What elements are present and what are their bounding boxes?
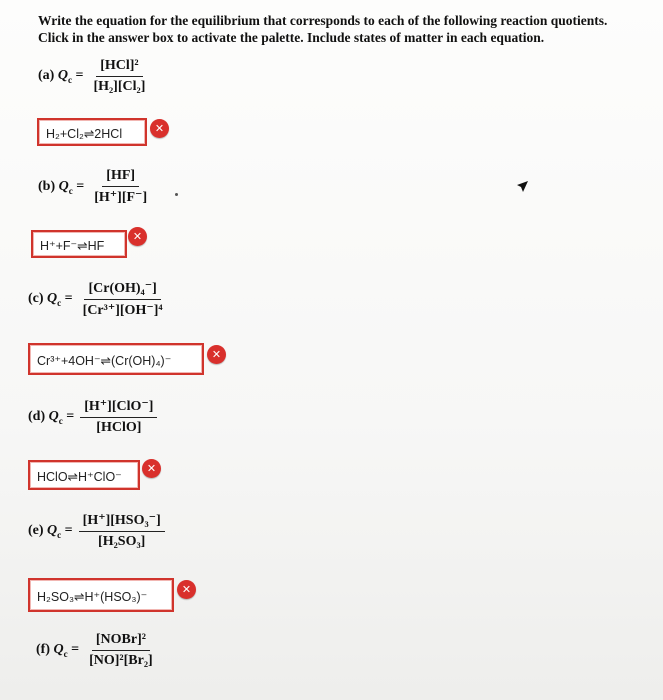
answer-d-text: HClO⇌H⁺ClO⁻ [37, 469, 122, 484]
x-circle-icon: ✕ [128, 227, 147, 246]
answer-c-text: Cr³⁺+4OH⁻⇌(Cr(OH)₄)⁻ [37, 353, 172, 368]
quotient-e-numerator: [H⁺][HSO₃⁻] [79, 512, 165, 532]
quotient-e [79, 512, 165, 550]
instructions [38, 12, 648, 46]
question-c [28, 280, 167, 319]
answer-b-text: H⁺+F⁻⇌HF [40, 238, 105, 253]
quotient-b [90, 168, 151, 206]
answer-e-text: H₂SO₃⇌H⁺(HSO₃)⁻ [37, 589, 148, 604]
quotient-f-denominator: [NO]²[Br₂] [89, 653, 153, 668]
quotient-a-numerator: [HCl]² [96, 58, 142, 77]
question-a [38, 58, 149, 95]
x-circle-icon: ✕ [177, 580, 196, 599]
answer-box-a[interactable] [37, 118, 147, 146]
answer-box-e[interactable] [28, 578, 174, 612]
question-f [36, 632, 157, 669]
x-circle-icon: ✕ [142, 459, 161, 478]
instructions-line-2: Click in the answer box to activate the palette. Include states of matter in each equation. [38, 30, 545, 45]
quotient-f-numerator: [NOBr]² [92, 632, 150, 651]
quotient-d-denominator: [HClO] [96, 420, 142, 435]
answer-box-c[interactable] [28, 343, 204, 375]
quotient-a [89, 58, 149, 95]
x-circle-icon: ✕ [207, 345, 226, 364]
question-f-label: (f) $Q_c$ = [36, 642, 80, 659]
quotient-c-numerator: [Cr(OH)₄⁻] [84, 280, 160, 300]
quotient-c-denominator: [Cr³⁺][OH⁻]⁴ [82, 303, 163, 318]
quotient-b-numerator: [HF] [102, 168, 139, 187]
instructions-line-1: Write the equation for the equilibrium that corresponds to each of the following reaction quotients. [38, 13, 608, 28]
question-a-label: (a) $Q_c$ = [38, 68, 84, 85]
quotient-c [79, 280, 167, 319]
question-d-label: (d) $Q_c$ = [28, 408, 75, 426]
quotient-e-denominator: [H₂SO₃] [98, 534, 146, 549]
question-c-label: (c) $Q_c$ = [28, 291, 73, 308]
stray-dot [175, 193, 178, 196]
question-e-label: (e) $Q_c$ = [28, 522, 73, 540]
answer-a-text: H₂+Cl₂⇌2HCl [46, 126, 123, 141]
quotient-d-numerator: [H⁺][ClO⁻] [80, 398, 157, 418]
x-circle-icon: ✕ [150, 119, 169, 138]
quotient-a-denominator: [H₂][Cl₂] [93, 79, 146, 94]
mouse-pointer-icon [515, 180, 529, 194]
question-b-label: (b) $Q_c$ = [38, 178, 85, 196]
answer-box-b[interactable] [31, 230, 127, 258]
question-e [28, 512, 165, 550]
question-b [38, 168, 151, 206]
quotient-b-denominator: [H⁺][F⁻] [94, 190, 148, 205]
quotient-f [85, 632, 157, 669]
answer-box-d[interactable] [28, 460, 140, 490]
quotient-d [80, 398, 157, 436]
question-d [28, 398, 157, 436]
